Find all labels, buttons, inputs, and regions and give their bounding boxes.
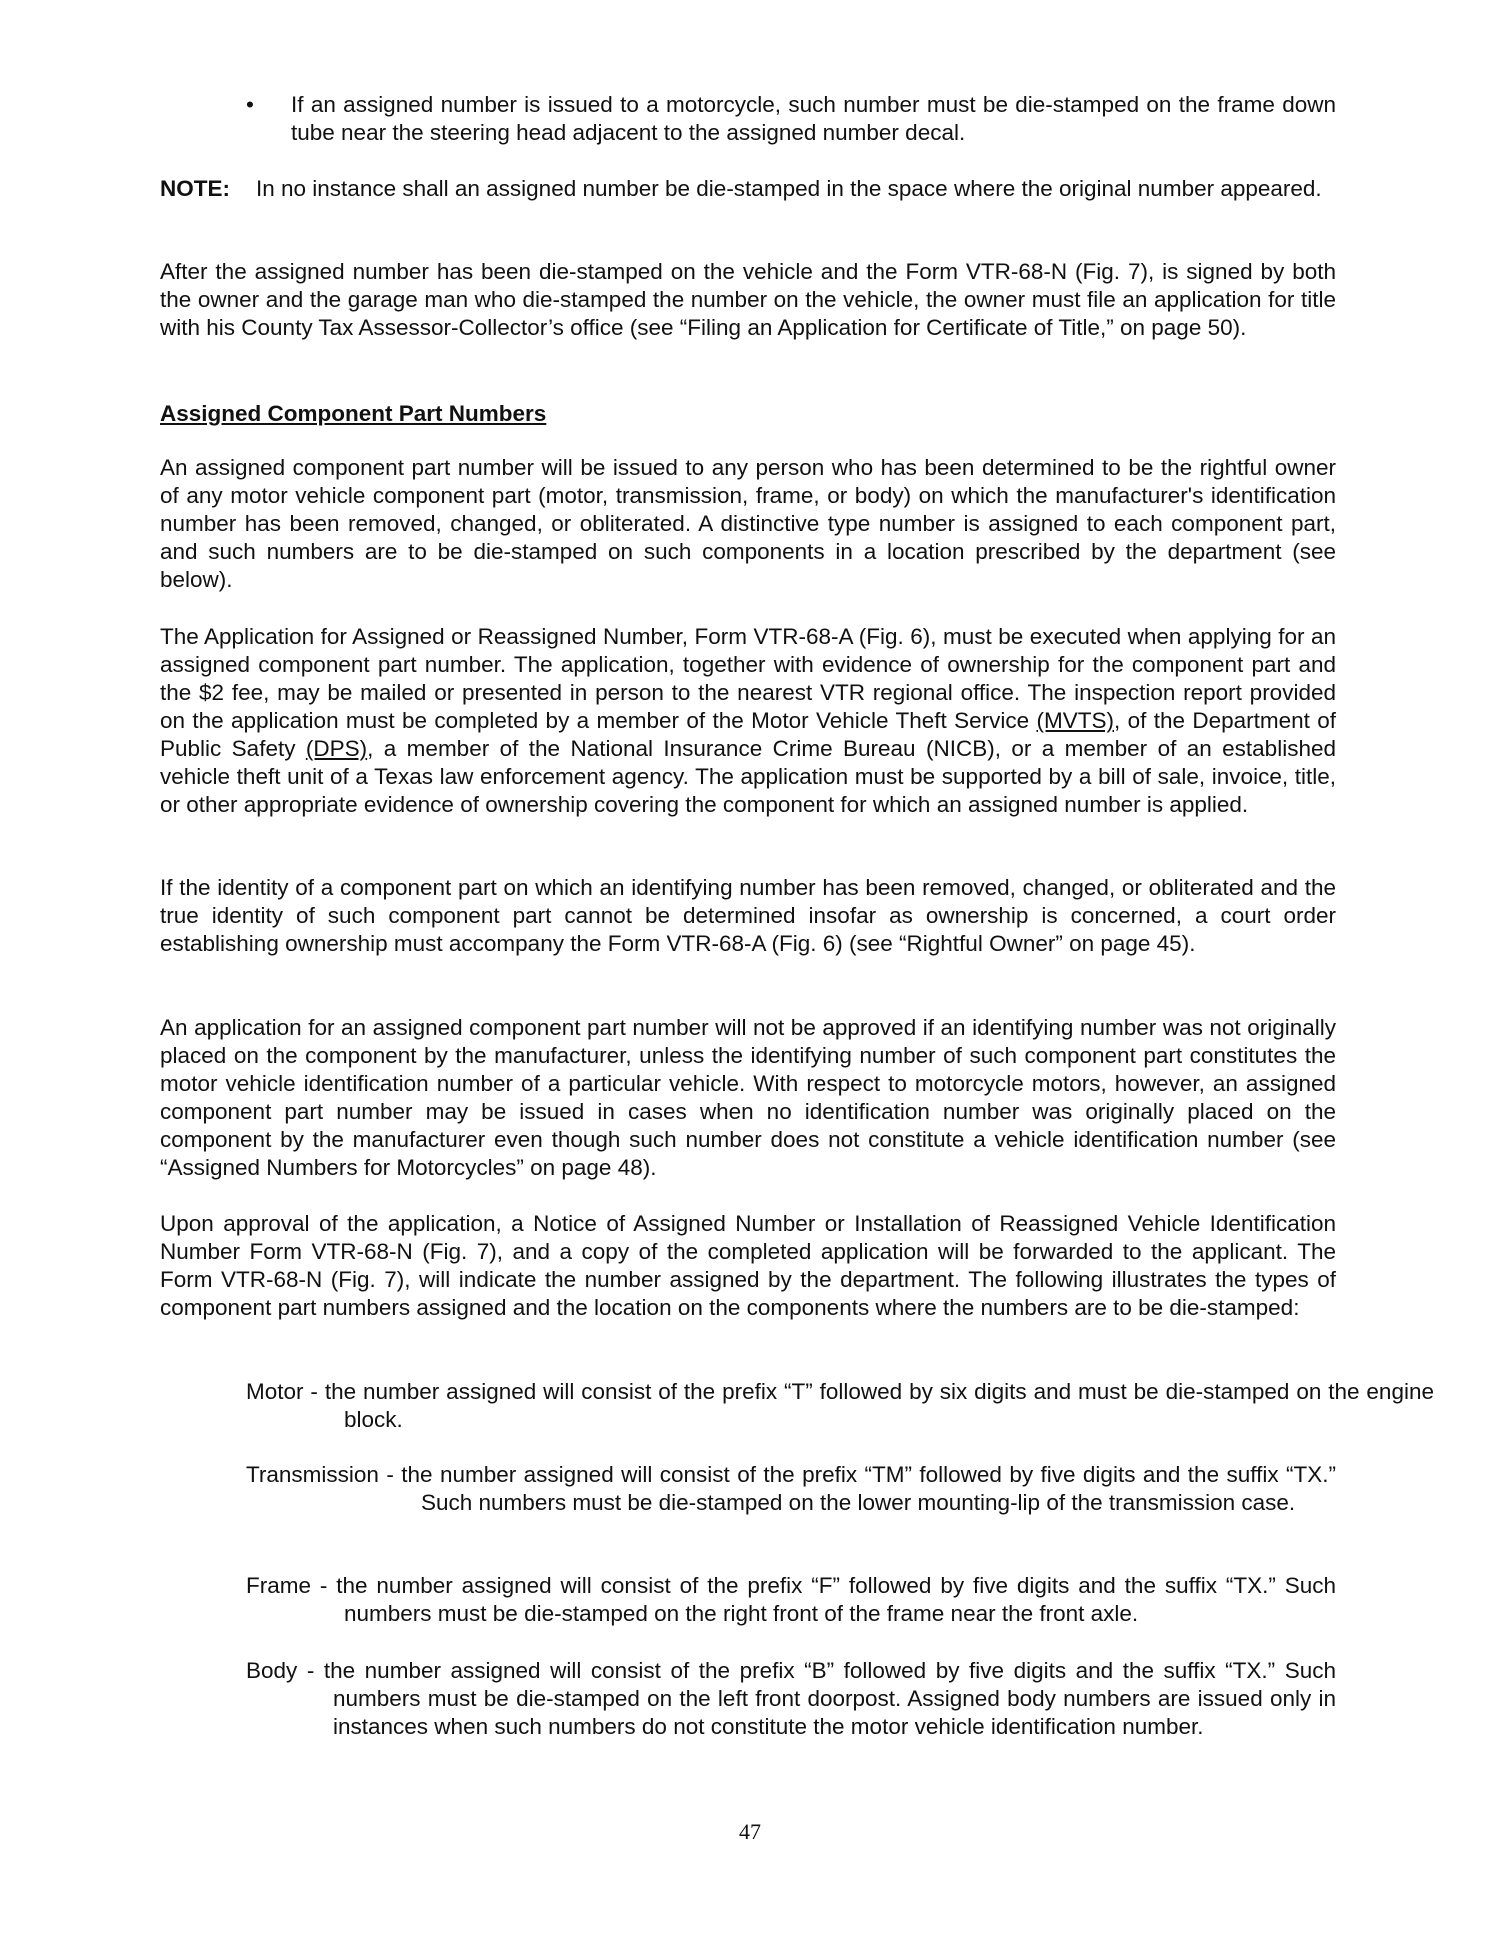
section-heading: Assigned Component Part Numbers <box>160 401 547 426</box>
note-label: NOTE: <box>160 176 230 201</box>
bullet-text: If an assigned number is issued to a motorcycle, such number must be die-stamped on the frame down tube near the steering head adjacent to the assigned number decal. <box>291 92 1336 145</box>
item-transmission <box>246 1461 1336 1517</box>
paragraph-application <box>160 623 1336 819</box>
paragraph-approval-rules: An application for an assigned component part number will not be approved if an identifying number was not originally placed on the component by the manufacturer, unless the identifying number of such component part constitutes the motor vehicle identification number of a particular vehicle. With respect to motorcycle motors, however, an assigned component part number may be issued in cases when no identification number was originally placed on the component by the manufacturer even though such number does not constitute a vehicle identification number (see “Assigned Numbers for Motorcycles” on page 48). <box>160 1015 1336 1180</box>
paragraph-notice: Upon approval of the application, a Notice of Assigned Number or Installation of Reassigned Vehicle Identification Number Form VTR-68-N (Fig. 7), and a copy of the completed application will be forwarded to the applicant. The Form VTR-68-N (Fig. 7), will indicate the number assigned by the department. The following illustrates the types of component part numbers assigned and the location on the components where the numbers are to be die-stamped: <box>160 1211 1336 1320</box>
page-number: 47 <box>739 1819 761 1844</box>
item-frame <box>246 1572 1336 1628</box>
text: , a member of the National Insurance Crime Bureau (NICB), or a member of an established vehicle theft unit of a Texas law enforcement agency. The application must be supported by a bill of sale, invoice, title, or other appropriate evidence of ownership covering the component for which an assigned number is applied. <box>160 736 1336 817</box>
item-label: Motor - <box>246 1379 325 1404</box>
dps-link[interactable]: (DPS) <box>305 736 368 761</box>
item-motor <box>246 1378 1434 1434</box>
mvts-link[interactable]: (MVTS) <box>1036 708 1114 733</box>
paragraph-court-order: If the identity of a component part on which an identifying number has been removed, changed, or obliterated and the true identity of such component part cannot be determined insofar as ownership is concerned, a court order establishing ownership must accompany the Form VTR-68-A (Fig. 6) (see “Rightful Owner” on page 45). <box>160 875 1336 956</box>
bullet-marker: • <box>246 92 254 117</box>
item-text: the number assigned will consist of the prefix “F” followed by five digits and the suffix “TX.” Such numbers must be die-stamped on the right front of the frame near the front axle. <box>336 1573 1336 1626</box>
text: , of the Department of Public Safety <box>160 708 1337 761</box>
item-text: the number assigned will consist of the prefix “T” followed by six digits and must be die-stamped on the engine block. <box>324 1379 1434 1432</box>
item-label: Transmission - <box>246 1462 402 1487</box>
item-text: the number assigned will consist of the prefix “B” followed by five digits and the suffix “TX.” Such numbers must be die-stamped on the left front doorpost. Assigned body numbers are issued only in instances when such numbers do not constitute the motor vehicle identification number. <box>323 1658 1336 1739</box>
text: The Application for Assigned or Reassigned Number, Form VTR-68-A (Fig. 6), must be executed when applying for an assigned component part number. The application, together with evidence of ownership for the component part and the $2 fee, may be mailed or presented in person to the nearest VTR regional office. The inspection report provided on the application must be completed by a member of the Motor Vehicle Theft Service <box>160 624 1336 733</box>
paragraph-intro: An assigned component part number will be issued to any person who has been determined to be the rightful owner of any motor vehicle component part (motor, transmission, frame, or body) on which the manufacturer's identification number has been removed, changed, or obliterated. A distinctive type number is assigned to each component part, and such numbers are to be die-stamped on such components in a location prescribed by the department (see below). <box>160 455 1336 592</box>
note-text: In no instance shall an assigned number be die-stamped in the space where the original number appeared. <box>256 176 1322 201</box>
item-label: Frame - <box>246 1573 337 1598</box>
item-text: the number assigned will consist of the prefix “TM” followed by five digits and the suffix “TX.” Such numbers must be die-stamped on the lower mounting-lip of the transmission case. <box>401 1462 1336 1515</box>
item-body <box>246 1657 1336 1741</box>
item-label: Body - <box>246 1658 324 1683</box>
paragraph-filing: After the assigned number has been die-stamped on the vehicle and the Form VTR-68-N (Fig. 7), is signed by both the owner and the garage man who die-stamped the number on the vehicle, the owner must file an application for title with his County Tax Assessor-Collector’s office (see “Filing an Application for Certificate of Title,” on page 50). <box>160 259 1336 340</box>
